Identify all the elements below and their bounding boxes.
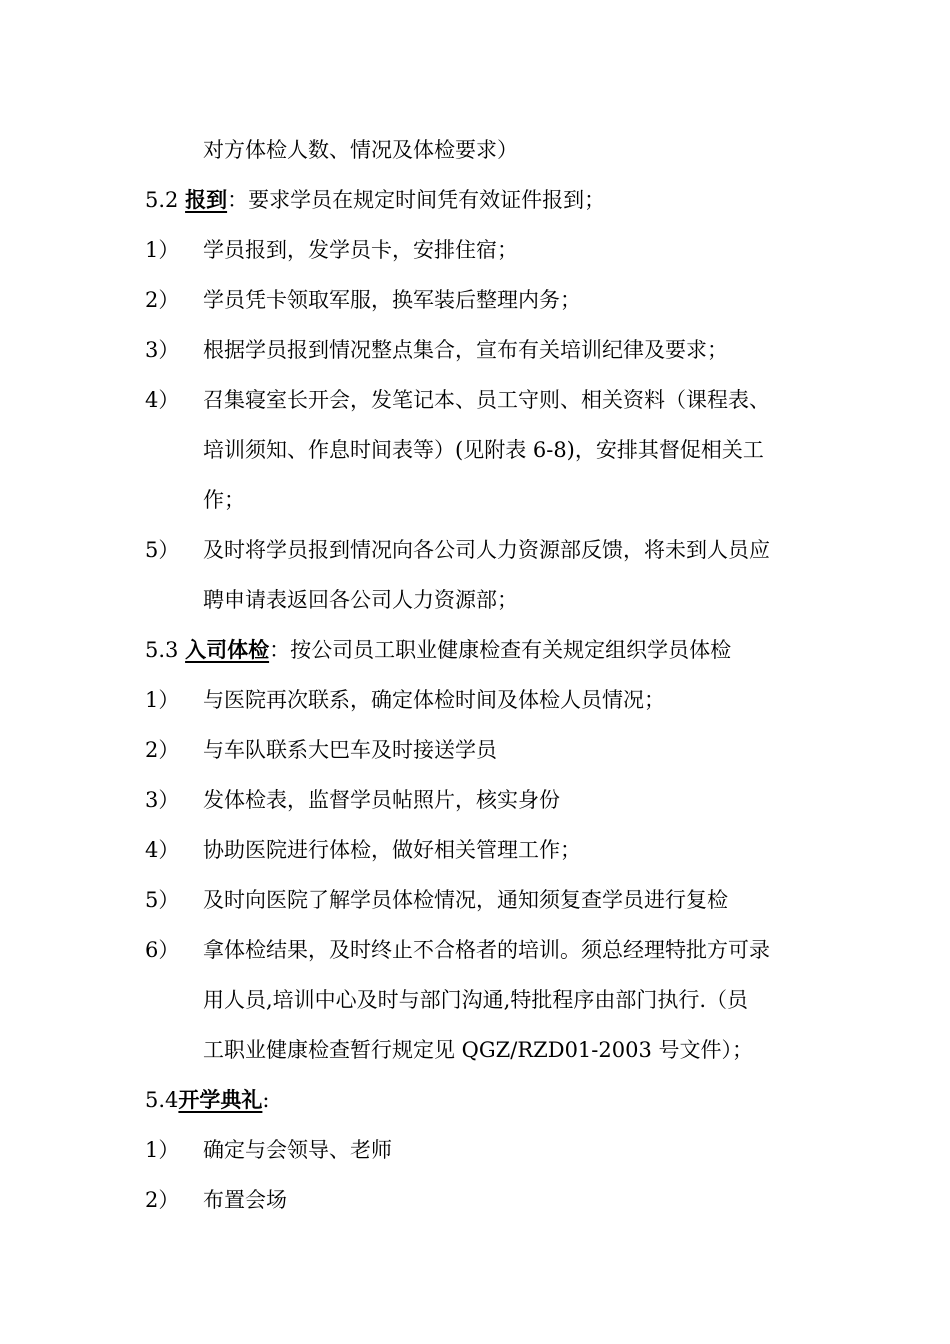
item-text: 确定与会领导、老师 [203, 1138, 392, 1162]
section-heading-text [145, 636, 731, 664]
item-number: 3） [145, 338, 180, 362]
item-number: 1） [145, 1138, 180, 1162]
item-number: 6） [145, 938, 180, 962]
section-number: 5.4 [145, 1088, 179, 1112]
section-keyword: 开学典礼 [178, 1087, 263, 1112]
item-text: 及时将学员报到情况向各公司人力资源部反馈，将未到人员应 [203, 538, 770, 562]
line-text: 对方体检人数、情况及体检要求） [203, 138, 518, 162]
item-number: 5） [145, 538, 180, 562]
section-keyword: 报到 [185, 187, 228, 212]
item-number: 2） [145, 288, 180, 312]
item-text: 与车队联系大巴车及时接送学员 [203, 738, 497, 762]
item-number: 4） [145, 388, 180, 412]
line-text: 聘申请表返回各公司人力资源部； [203, 588, 518, 612]
section-number: 5.3 [145, 638, 186, 662]
item-text: 根据学员报到情况整点集合，宣布有关培训纪律及要求； [203, 338, 728, 362]
item-text: 发体检表，监督学员帖照片，核实身份 [203, 788, 560, 812]
item-number: 4） [145, 838, 180, 862]
item-text: 协助医院进行体检，做好相关管理工作； [203, 838, 581, 862]
section-description: ：按公司员工职业健康检查有关规定组织学员体检 [269, 638, 732, 662]
item-text: 布置会场 [203, 1188, 287, 1212]
item-number: 1） [145, 238, 180, 262]
section-heading-text [145, 186, 605, 214]
section-description: ：要求学员在规定时间凭有效证件报到； [227, 188, 606, 212]
line-text: 培训须知、作息时间表等）(见附表 6-8)，安排其督促相关工 [203, 438, 764, 462]
section-description: : [262, 1088, 270, 1112]
section-heading-text [145, 1086, 269, 1114]
section-number: 5.2 [145, 188, 186, 212]
item-text: 学员凭卡领取军服，换军装后整理内务； [203, 288, 581, 312]
line-text: 用人员,培训中心及时与部门沟通,特批程序由部门执行.（员 [203, 988, 749, 1012]
item-text: 与医院再次联系，确定体检时间及体检人员情况； [203, 688, 665, 712]
line-text: 工职业健康检查暂行规定见 QGZ/RZD01-2003 号文件）； [203, 1038, 754, 1062]
item-number: 2） [145, 1188, 180, 1212]
section-keyword: 入司体检 [185, 637, 270, 662]
line-text: 作； [203, 488, 245, 512]
item-number: 1） [145, 688, 180, 712]
item-text: 学员报到，发学员卡，安排住宿； [203, 238, 518, 262]
item-text: 拿体检结果，及时终止不合格者的培训。须总经理特批方可录 [203, 938, 770, 962]
item-number: 5） [145, 888, 180, 912]
item-text: 及时向医院了解学员体检情况，通知须复查学员进行复检 [203, 888, 728, 912]
item-number: 3） [145, 788, 180, 812]
item-number: 2） [145, 738, 180, 762]
item-text: 召集寝室长开会，发笔记本、员工守则、相关资料（课程表、 [203, 388, 770, 412]
